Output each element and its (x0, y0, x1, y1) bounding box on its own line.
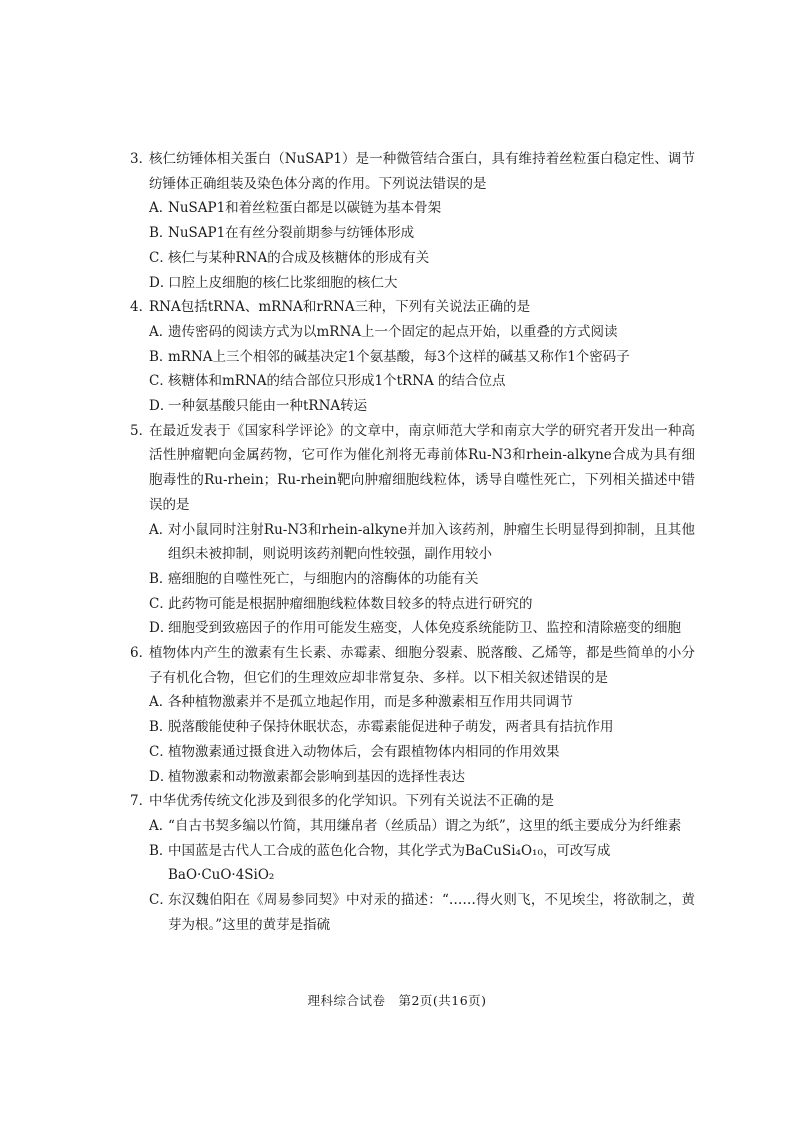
option-letter: C． (149, 743, 173, 760)
option-7b-formula: BaO·CuO·4SiO₂ (168, 867, 275, 884)
option-letter: B． (149, 719, 173, 736)
option-text: NuSAP1和着丝粒蛋白都是以碳链为基本骨架 (168, 200, 442, 217)
option-text: 核仁与某种RNA的合成及核糖体的形成有关 (168, 249, 430, 266)
question-stem: RNA包括tRNA、mRNA和rRNA三种，下列有关说法正确的是 (149, 299, 531, 316)
option-letter: C． (149, 892, 173, 909)
question-number: 4． (130, 299, 153, 316)
option-text: 核糖体和mRNA的结合部位只形成1个tRNA 的结合位点 (168, 373, 506, 390)
option-7c (149, 888, 695, 937)
option-text: 植物激素通过摄食进入动物体后，会有跟植物体内相同的作用效果 (168, 743, 560, 760)
option-3c (149, 246, 695, 271)
option-3b (149, 221, 695, 246)
option-4b (149, 345, 695, 370)
question-stem: 在最近发表于《国家科学评论》的文章中，南京师范大学和南京大学的研究者开发出一种高活性肿瘤靶向金属药物，它可作为催化剂将无毒前体Ru-N3和rhein-alkyne合成为具有细胞毒性的Ru-rhein；Ru-rhein靶向肿瘤细胞线粒体，诱导自噬性死亡，下列相关描述中错误的是 (149, 422, 695, 513)
option-text: 对小鼠同时注射Ru-N3和rhein-alkyne并加入该药剂，肿瘤生长明显得到抑制，且其他组织未被抑制，则说明该药剂靶向性较强，副作用较小 (168, 521, 695, 563)
option-5c (149, 592, 695, 617)
option-letter: B． (149, 225, 173, 242)
option-letter: B． (149, 348, 173, 365)
option-text: mRNA上三个相邻的碱基决定1个氨基酸，每3个这样的碱基又称作1个密码子 (168, 348, 630, 365)
option-text: 东汉魏伯阳在《周易参同契》中对汞的描述：“……得火则飞，不见埃尘，将欲制之，黄芽为根。”这里的黄芽是指硫 (168, 892, 695, 933)
option-letter: A． (149, 323, 173, 340)
question-3 (130, 147, 695, 196)
option-7a (149, 814, 695, 839)
option-letter: D． (149, 274, 174, 291)
question-stem: 核仁纺锤体相关蛋白（NuSAP1）是一种微管结合蛋白，具有维持着丝粒蛋白稳定性、调节纺锤体正确组装及染色体分离的作用。下列说法错误的是 (149, 151, 695, 192)
option-text: 植物激素和动物激素都会影响到基因的选择性表达 (168, 768, 465, 785)
option-text: 中国蓝是古代人工合成的蓝色化合物，其化学式为BaCuSi₄O₁₀，可改写成 (168, 842, 611, 859)
question-4 (130, 295, 695, 320)
option-text: 遗传密码的阅读方式为以mRNA上一个固定的起点开始，以重叠的方式阅读 (168, 323, 618, 340)
option-text: NuSAP1在有丝分裂前期参与纺锤体形成 (168, 225, 415, 242)
option-letter: D． (149, 768, 174, 785)
option-4c (149, 369, 695, 394)
option-letter: B． (149, 842, 173, 859)
option-text: 各种植物激素并不是孤立地起作用，而是多种激素相互作用共同调节 (168, 694, 573, 711)
option-text: 脱落酸能使种子保持休眠状态，赤霉素能促进种子萌发，两者具有拮抗作用 (168, 719, 614, 736)
option-letter: A． (149, 694, 173, 711)
option-3d (149, 271, 695, 296)
option-letter: C． (149, 373, 173, 390)
option-5a (149, 518, 695, 567)
option-letter: D． (149, 398, 174, 415)
option-5d (149, 616, 695, 641)
option-text: 癌细胞的自噬性死亡，与细胞内的溶酶体的功能有关 (168, 570, 479, 587)
option-6b (149, 715, 695, 740)
question-number: 5． (130, 422, 153, 439)
question-5 (130, 419, 695, 518)
option-letter: D． (149, 620, 174, 637)
question-number: 6． (130, 645, 153, 662)
option-letter: B． (149, 570, 173, 587)
question-stem: 中华优秀传统文化涉及到很多的化学知识。下列有关说法不正确的是 (149, 793, 554, 810)
question-list (130, 147, 695, 938)
option-text: 口腔上皮细胞的核仁比浆细胞的核仁大 (168, 274, 398, 291)
option-text: 此药物可能是根据肿瘤细胞线粒体数目较多的特点进行研究的 (168, 595, 533, 612)
option-5b (149, 567, 695, 592)
question-6 (130, 641, 695, 690)
question-stem: 植物体内产生的激素有生长素、赤霉素、细胞分裂素、脱落酸、乙烯等，都是些简单的小分子有机化合物，但它们的生理效应却非常复杂、多样。以下相关叙述错误的是 (149, 645, 695, 686)
option-4d (149, 394, 695, 419)
option-text: 一种氨基酸只能由一种tRNA转运 (168, 398, 368, 415)
page-footer: 理科综合试卷 第2页(共16页) (307, 993, 487, 1008)
option-6c (149, 740, 695, 765)
option-7b (149, 839, 695, 864)
option-4a (149, 320, 695, 345)
option-6d (149, 765, 695, 790)
option-letter: A． (149, 817, 173, 834)
option-letter: C． (149, 595, 173, 612)
question-number: 7． (130, 793, 153, 810)
question-number: 3． (130, 151, 153, 167)
option-text: “自古书契多编以竹简，其用缣帛者（丝质品）谓之为纸”，这里的纸主要成分为纤维素 (168, 817, 682, 834)
option-text: 细胞受到致癌因子的作用可能发生癌变，人体免疫系统能防卫、监控和清除癌变的细胞 (168, 620, 681, 637)
option-3a (149, 196, 695, 221)
option-letter: A． (149, 521, 173, 538)
option-6a (149, 690, 695, 715)
question-7 (130, 789, 695, 814)
option-letter: C． (149, 249, 173, 266)
option-letter: A． (149, 200, 173, 217)
